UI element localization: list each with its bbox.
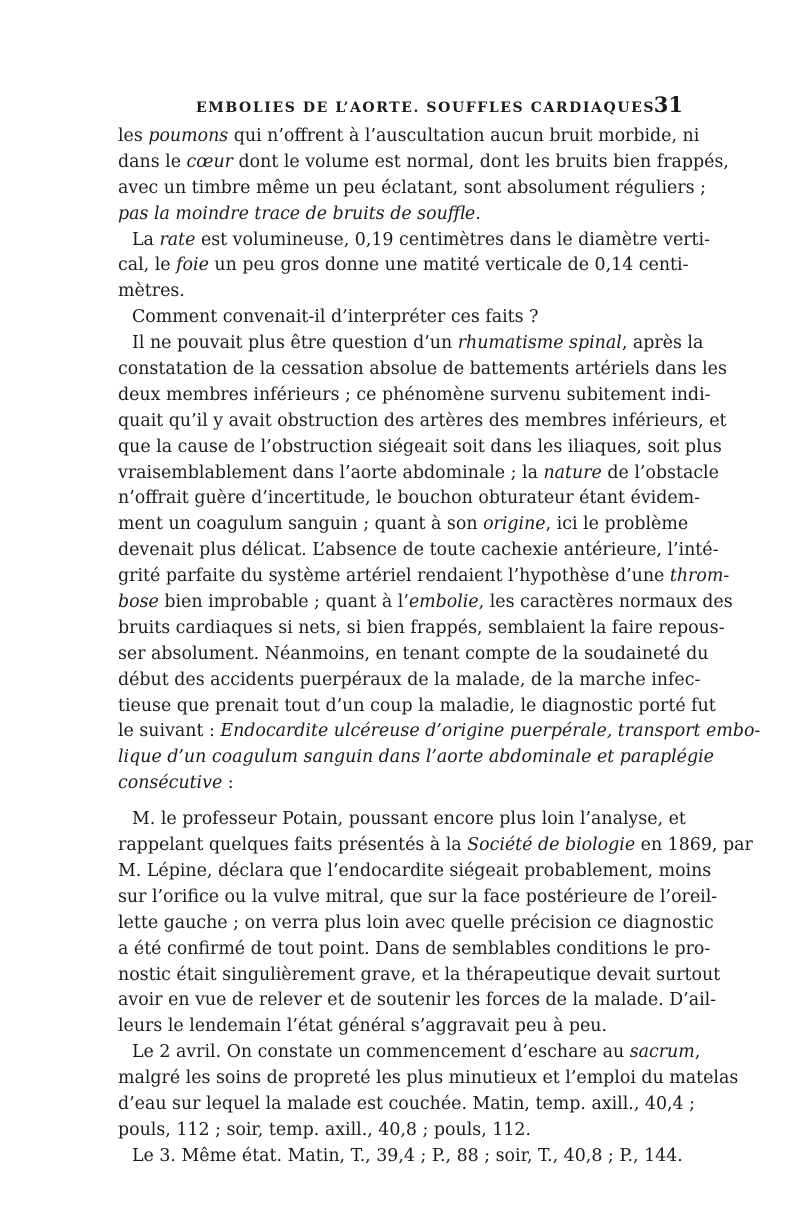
text-line: ser absolument. Néanmoins, en tenant compte de la soudaineté du — [118, 643, 709, 664]
text-line: avoir en vue de relever et de soutenir les forces de la malade. D’ail- — [118, 990, 717, 1011]
text-line: La rate est volumineuse, 0,19 centimètres dans le diamètre verti- — [132, 229, 710, 250]
text-line: dans le cœur dont le volume est normal, dont les bruits bien frappés, — [118, 151, 729, 172]
text-line: Le 2 avril. On constate un commencement d’eschare au sacrum, — [132, 1042, 701, 1063]
text-line: Comment convenait-il d’interpréter ces faits ? — [132, 307, 539, 328]
text-line: nostic était singulièrement grave, et la thérapeutique devait surtout — [118, 964, 721, 985]
page-number: 31 — [653, 92, 683, 117]
page-header — [118, 92, 683, 122]
text-line: ment un coagulum sanguin ; quant à son origine, ici le problème — [118, 514, 689, 535]
text-line: le suivant : Endocardite ulcéreuse d’origine puerpérale, transport embo- — [118, 721, 761, 742]
text-line: pouls, 112 ; soir, temp. axill., 40,8 ; pouls, 112. — [118, 1119, 531, 1140]
text-line: n’offrait guère d’incertitude, le bouchon obturateur étant évidem- — [118, 488, 701, 509]
text-line: consécutive : — [118, 773, 234, 794]
text-line: cal, le foie un peu gros donne une matité verticale de 0,14 centi- — [118, 255, 689, 276]
text-line: quait qu’il y avait obstruction des artères des membres inférieurs, et — [118, 410, 727, 431]
text-line: pas la moindre trace de bruits de souffle. — [118, 203, 481, 224]
text-line: les poumons qui n’offrent à l’auscultation aucun bruit morbide, ni — [118, 126, 700, 146]
text-line: malgré les soins de propreté les plus minutieux et l’emploi du matelas — [118, 1068, 739, 1089]
text-line: leurs le lendemain l’état général s’aggravait peu à peu. — [118, 1016, 608, 1037]
text-line: d’eau sur lequel la malade est couchée. Matin, temp. axill., 40,4 ; — [118, 1093, 695, 1114]
text-line: bose bien improbable ; quant à l’embolie, les caractères normaux des — [118, 592, 733, 613]
paragraph-gap — [118, 797, 683, 807]
text-line: lique d’un coagulum sanguin dans l’aorte abdominale et paraplégie — [118, 747, 714, 768]
text-line: début des accidents puerpéraux de la malade, de la marche infec- — [118, 669, 701, 690]
body-text — [118, 124, 761, 1170]
text-line: bruits cardiaques si nets, si bien frappés, semblaient la faire repous- — [118, 617, 725, 638]
text-line: M. le professeur Potain, poussant encore plus loin l’analyse, et — [132, 809, 686, 830]
text-line: mètres. — [118, 281, 185, 302]
running-head: EMBOLIES DE L’AORTE. SOUFFLES CARDIAQUES. — [196, 100, 662, 116]
text-line: rappelant quelques faits présentés à la Société de biologie en 1869, par — [118, 835, 753, 856]
text-line: que la cause de l’obstruction siégeait soit dans les iliaques, soit plus — [118, 436, 722, 457]
text-line: tieuse que prenait tout d’un coup la maladie, le diagnostic porté fut — [118, 695, 716, 716]
text-line: deux membres inférieurs ; ce phénomène survenu subitement indi- — [118, 384, 711, 405]
text-line: vraisemblablement dans l’aorte abdominale ; la nature de l’obstacle — [118, 462, 719, 483]
text-line: Le 3. Même état. Matin, T., 39,4 ; P., 88 ; soir, T., 40,8 ; P., 144. — [132, 1145, 683, 1166]
text-line: a été confirmé de tout point. Dans de semblables conditions le pro- — [118, 938, 711, 959]
text-line: devenait plus délicat. L’absence de toute cachexie antérieure, l’inté- — [118, 540, 719, 561]
text-line: M. Lépine, déclara que l’endocardite siégeait probablement, moins — [118, 860, 712, 881]
text-line: sur l’orifice ou la vulve mitral, que sur la face postérieure de l’oreil- — [118, 886, 718, 907]
text-line: constatation de la cessation absolue de battements artériels dans les — [118, 359, 727, 380]
text-line: lette gauche ; on verra plus loin avec quelle précision ce diagnostic — [118, 912, 714, 933]
text-line: avec un timbre même un peu éclatant, sont absolument réguliers ; — [118, 177, 706, 198]
text-line: grité parfaite du système artériel rendaient l’hypothèse d’une throm- — [118, 566, 730, 587]
text-line: Il ne pouvait plus être question d’un rhumatisme spinal, après la — [132, 333, 704, 354]
